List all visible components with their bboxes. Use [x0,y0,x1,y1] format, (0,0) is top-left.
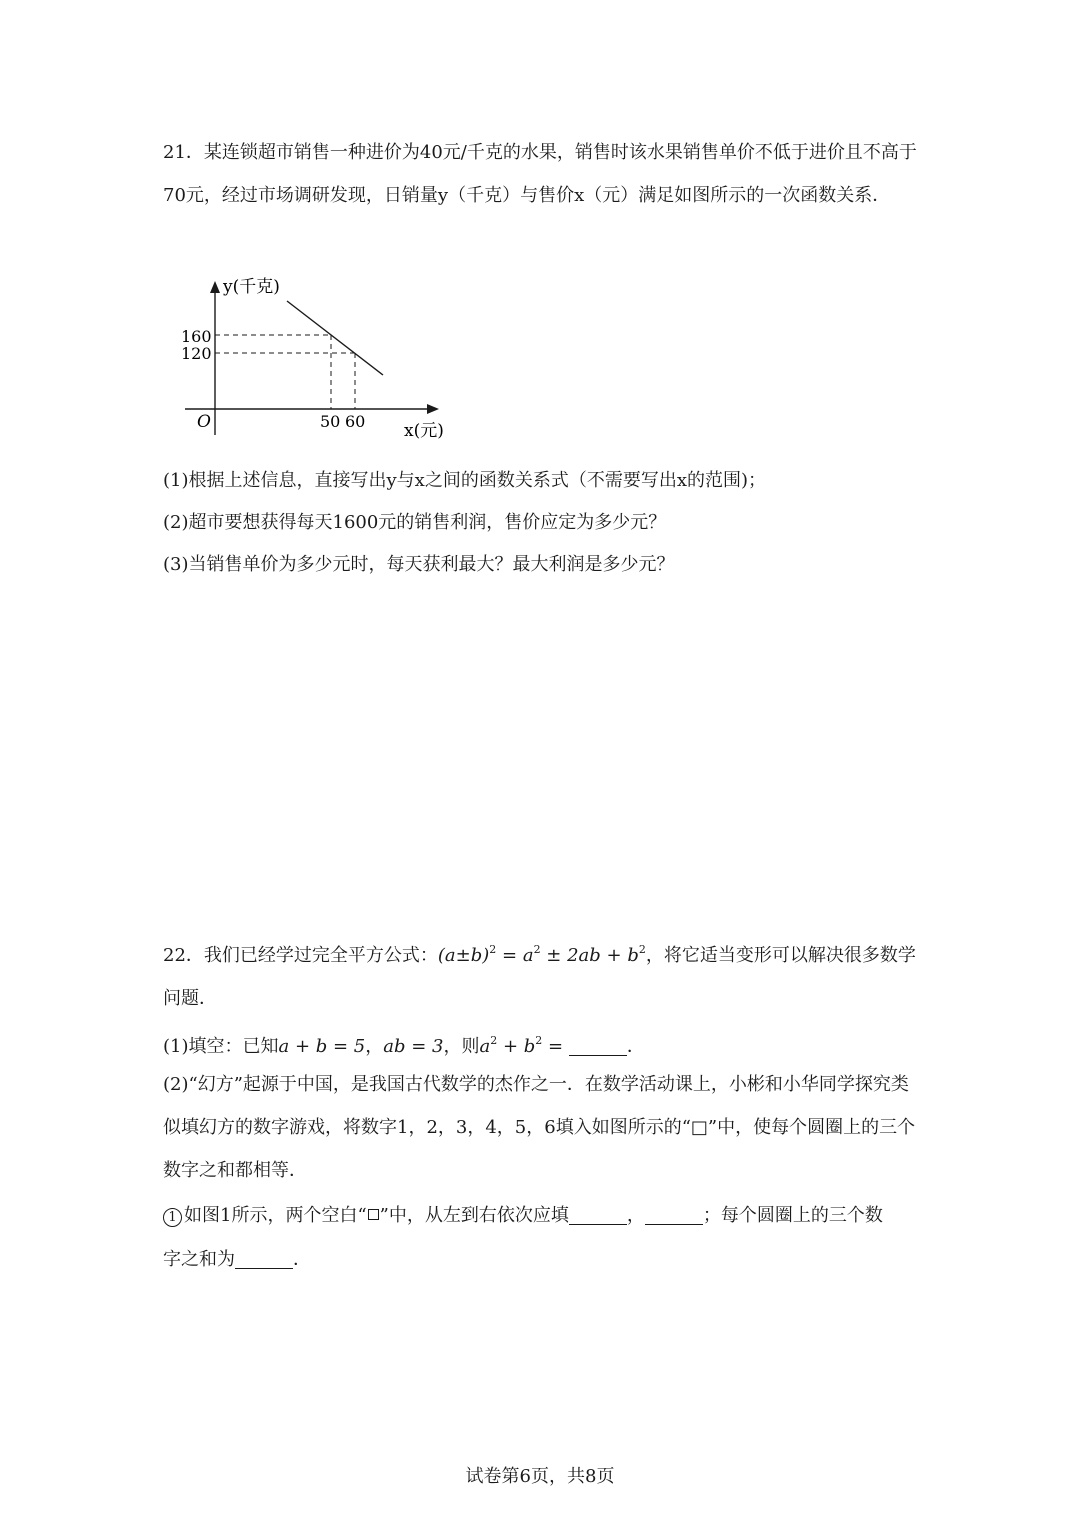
part1-expr-a-exp: 2 [490,1034,498,1047]
q21-part3: (3)当销售单价为多少元时，每天获利最大？最大利润是多少元？ [163,554,675,575]
part1-expr-eq: = [542,1036,569,1057]
part1-expr-a: a [479,1036,491,1057]
y-axis-arrow [210,281,220,293]
function-line [287,301,383,375]
q21-part2: (2)超市要想获得每天1600元的销售利润，售价应定为多少元？ [163,512,667,533]
answer-blank-1[interactable] [569,1037,627,1056]
x-tick-60: 60 [345,412,366,431]
q21-intro: 21．某连锁超市销售一种进价为40元/千克的水果，销售时该水果销售单价不低于进价且不高于70元，经过市场调研发现，日销量y（千克）与售价x（元）满足如图所示的一次函数关系． [163,142,917,206]
sub1-line2-end: ． [293,1249,311,1270]
formula-mid: ± 2ab + b [540,945,639,966]
q22-part1 [163,1032,645,1058]
part1-sep: ， [365,1036,384,1057]
q22-intro-pre: 22．我们已经学过完全平方公式： [163,945,438,966]
box-icon [368,1209,379,1220]
part1-mid: ，则 [443,1036,480,1057]
formula-b-sq: 2 [638,943,646,956]
q22-sub1 [163,1201,883,1227]
q22-intro [163,928,923,1020]
formula-lhs: (a±b) [437,945,490,966]
x-axis-label: x(元) [404,421,444,441]
formula-a-sq: 2 [533,943,541,956]
linear-function-graph [175,265,450,445]
part1-cond2: ab = 3 [383,1036,444,1057]
part1-expr-plus: + b [497,1036,536,1057]
sub1-line2-pre: 字之和为 [163,1249,235,1270]
part1-pre: (1)填空：已知 [163,1036,279,1057]
sub1-comma: ， [626,1205,645,1226]
answer-blank-3[interactable] [645,1206,703,1225]
formula-exp: 2 [489,943,497,956]
part1-end: ． [626,1036,645,1057]
q22-sub1-line2 [163,1245,311,1271]
origin-label: O [197,412,211,432]
sub1-pre: 如图1所示，两个空白“ [184,1205,367,1226]
q22-part2: (2)“幻方”起源于中国，是我国古代数学的杰作之一．在数学活动课上，小彬和小华同学探究类似填幻方的数字游戏，将数字1，2，3，4，5，6填入如图所示的“□”中，使每个圆圈上的三个数字之和都相等． [163,1074,916,1181]
y-tick-160: 160 [181,327,212,346]
formula-eq: = a [496,945,534,966]
y-tick-120: 120 [181,344,212,363]
sub1-mid: ”中，从左到右依次应填 [379,1205,569,1226]
q21-part1: (1)根据上述信息，直接写出y与x之间的函数关系式（不需要写出x的范围)； [163,470,766,491]
part1-cond1: a + b = 5 [278,1036,366,1057]
circled-number-1: 1 [163,1208,182,1227]
x-axis-arrow [427,404,439,414]
sub1-post: ；每个圆圈上的三个数 [702,1205,883,1226]
x-tick-50: 50 [320,412,341,431]
answer-blank-4[interactable] [235,1250,293,1269]
page-footer: 试卷第6页，共8页 [465,1466,615,1487]
answer-blank-2[interactable] [569,1206,627,1225]
q22-intro-post: ，将它适当变形可以解决很多数学问题． [163,945,916,1009]
y-axis-label: y(千克) [223,277,280,297]
part1-expr-b-exp: 2 [535,1034,543,1047]
